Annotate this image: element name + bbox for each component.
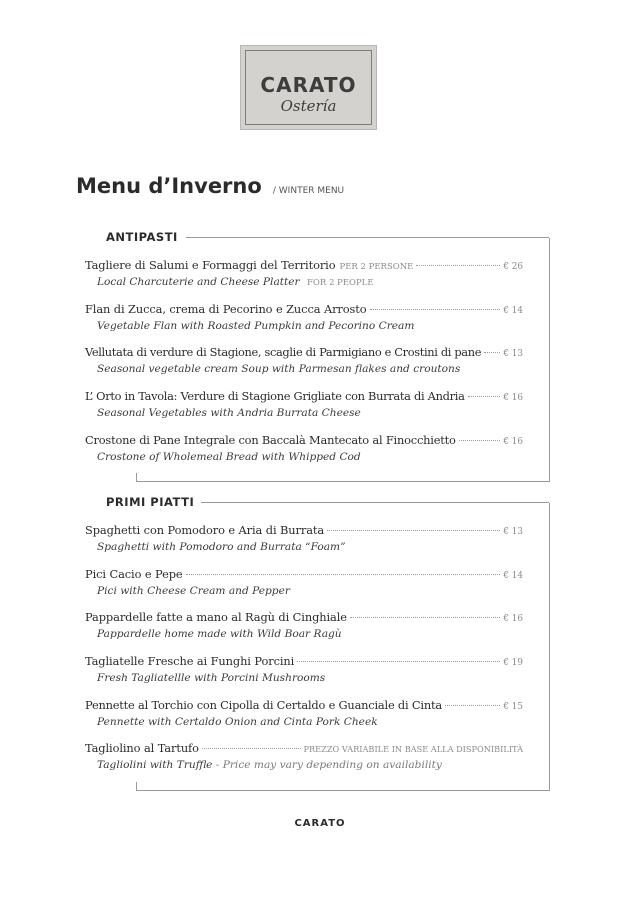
menu-title <box>76 174 344 198</box>
item-price: € 16 <box>503 393 523 403</box>
menu-title-subtitle: / WINTER MENU <box>272 186 345 196</box>
item-price: € 26 <box>503 262 523 272</box>
logo-name: CARATO <box>260 73 357 97</box>
item-price: € 19 <box>503 658 523 668</box>
menu-item <box>85 345 523 379</box>
antipasti-section-label: ANTIPASTI <box>106 230 194 244</box>
menu-item <box>85 610 523 644</box>
item-price: PREZZO VARIABILE IN BASE ALLA DISPONIBILITÀ <box>303 744 523 754</box>
logo-subtitle: Ostería <box>280 97 337 115</box>
item-english: Seasonal Vegetables with Andria Burrata Cheese <box>97 407 361 419</box>
item-price: € 16 <box>503 437 523 447</box>
logo <box>240 45 377 130</box>
item-price: € 14 <box>503 306 523 316</box>
item-price: € 15 <box>503 702 523 712</box>
footer-brand: CARATO <box>294 818 346 829</box>
item-name: Spaghetti con Pomodoro e Aria di Burrata <box>85 523 325 537</box>
item-english: Pappardelle home made with Wild Boar Ragù <box>97 628 342 640</box>
item-note: PER 2 PERSONE <box>339 262 414 272</box>
leader-dots <box>484 352 500 353</box>
menu-item <box>85 567 523 601</box>
item-name: Tagliere di Salumi e Formaggi del Territorio <box>85 258 336 272</box>
leader-dots <box>186 574 501 575</box>
item-english <box>97 759 523 775</box>
item-english: Fresh Tagliatellle with Porcini Mushrooms <box>97 672 326 684</box>
menu-item <box>85 698 523 732</box>
item-name: Vellutata di verdure di Stagione, scaglie di Parmigiano e Crostini di pane <box>85 345 482 359</box>
item-english-text: Tagliolini with Truffle <box>97 759 213 771</box>
item-english: Seasonal vegetable cream Soup with Parmesan flakes and croutons <box>97 363 461 375</box>
item-english: Vegetable Flan with Roasted Pumpkin and Pecorino Cream <box>97 320 415 332</box>
item-english: Crostone of Wholemeal Bread with Whipped Cod <box>97 451 361 463</box>
leader-dots <box>350 617 500 618</box>
item-name: Pici Cacio e Pepe <box>85 567 183 581</box>
item-name: Flan di Zucca, crema di Pecorino e Zucca Arrosto <box>85 302 367 316</box>
menu-item <box>85 302 523 336</box>
antipasti-header-rule <box>186 237 549 238</box>
leader-dots <box>459 440 501 441</box>
item-english: Pennette with Certaldo Onion and Cinta Pork Cheek <box>97 716 378 728</box>
menu-item <box>85 433 523 467</box>
primi-section-label: PRIMI PIATTI <box>106 495 210 509</box>
item-price: € 13 <box>503 349 523 359</box>
item-english-note: FOR 2 PEOPLE <box>306 278 374 288</box>
item-english <box>97 276 523 292</box>
item-english-text: Local Charcuterie and Cheese Platter <box>97 276 300 288</box>
item-price: € 14 <box>503 571 523 581</box>
item-name: Tagliolino al Tartufo <box>85 741 199 755</box>
menu-item <box>85 389 523 423</box>
item-price: € 16 <box>503 614 523 624</box>
leader-dots <box>327 530 500 531</box>
leader-dots <box>370 309 501 310</box>
leader-dots <box>468 396 501 397</box>
item-name: Tagliatelle Fresche ai Funghi Porcini <box>85 654 295 668</box>
menu-item <box>85 258 523 292</box>
item-name: Pappardelle fatte a mano al Ragù di Cinghiale <box>85 610 347 624</box>
leader-dots <box>202 748 301 749</box>
item-english-extra: - Price may vary depending on availability <box>215 759 442 771</box>
leader-dots <box>445 705 500 706</box>
primi-header-rule <box>201 502 549 503</box>
antipasti-section-header <box>106 230 549 244</box>
primi-section-header <box>106 495 549 509</box>
item-name: Crostone di Pane Integrale con Baccalà Mantecato al Finocchietto <box>85 433 456 447</box>
item-name: L’ Orto in Tavola: Verdure di Stagione Grigliate con Burrata di Andria <box>85 389 465 403</box>
menu-item <box>85 741 523 775</box>
item-price: € 13 <box>503 527 523 537</box>
leader-dots <box>416 265 500 266</box>
menu-item <box>85 654 523 688</box>
item-name: Pennette al Torchio con Cipolla di Certaldo e Guanciale di Cinta <box>85 698 442 712</box>
leader-dots <box>297 661 500 662</box>
logo-frame <box>245 50 372 125</box>
item-english: Pici with Cheese Cream and Pepper <box>97 585 290 597</box>
item-english: Spaghetti with Pomodoro and Burrata “Foam” <box>97 541 346 553</box>
menu-title-main: Menu d’Inverno <box>76 174 262 198</box>
menu-item <box>85 523 523 557</box>
